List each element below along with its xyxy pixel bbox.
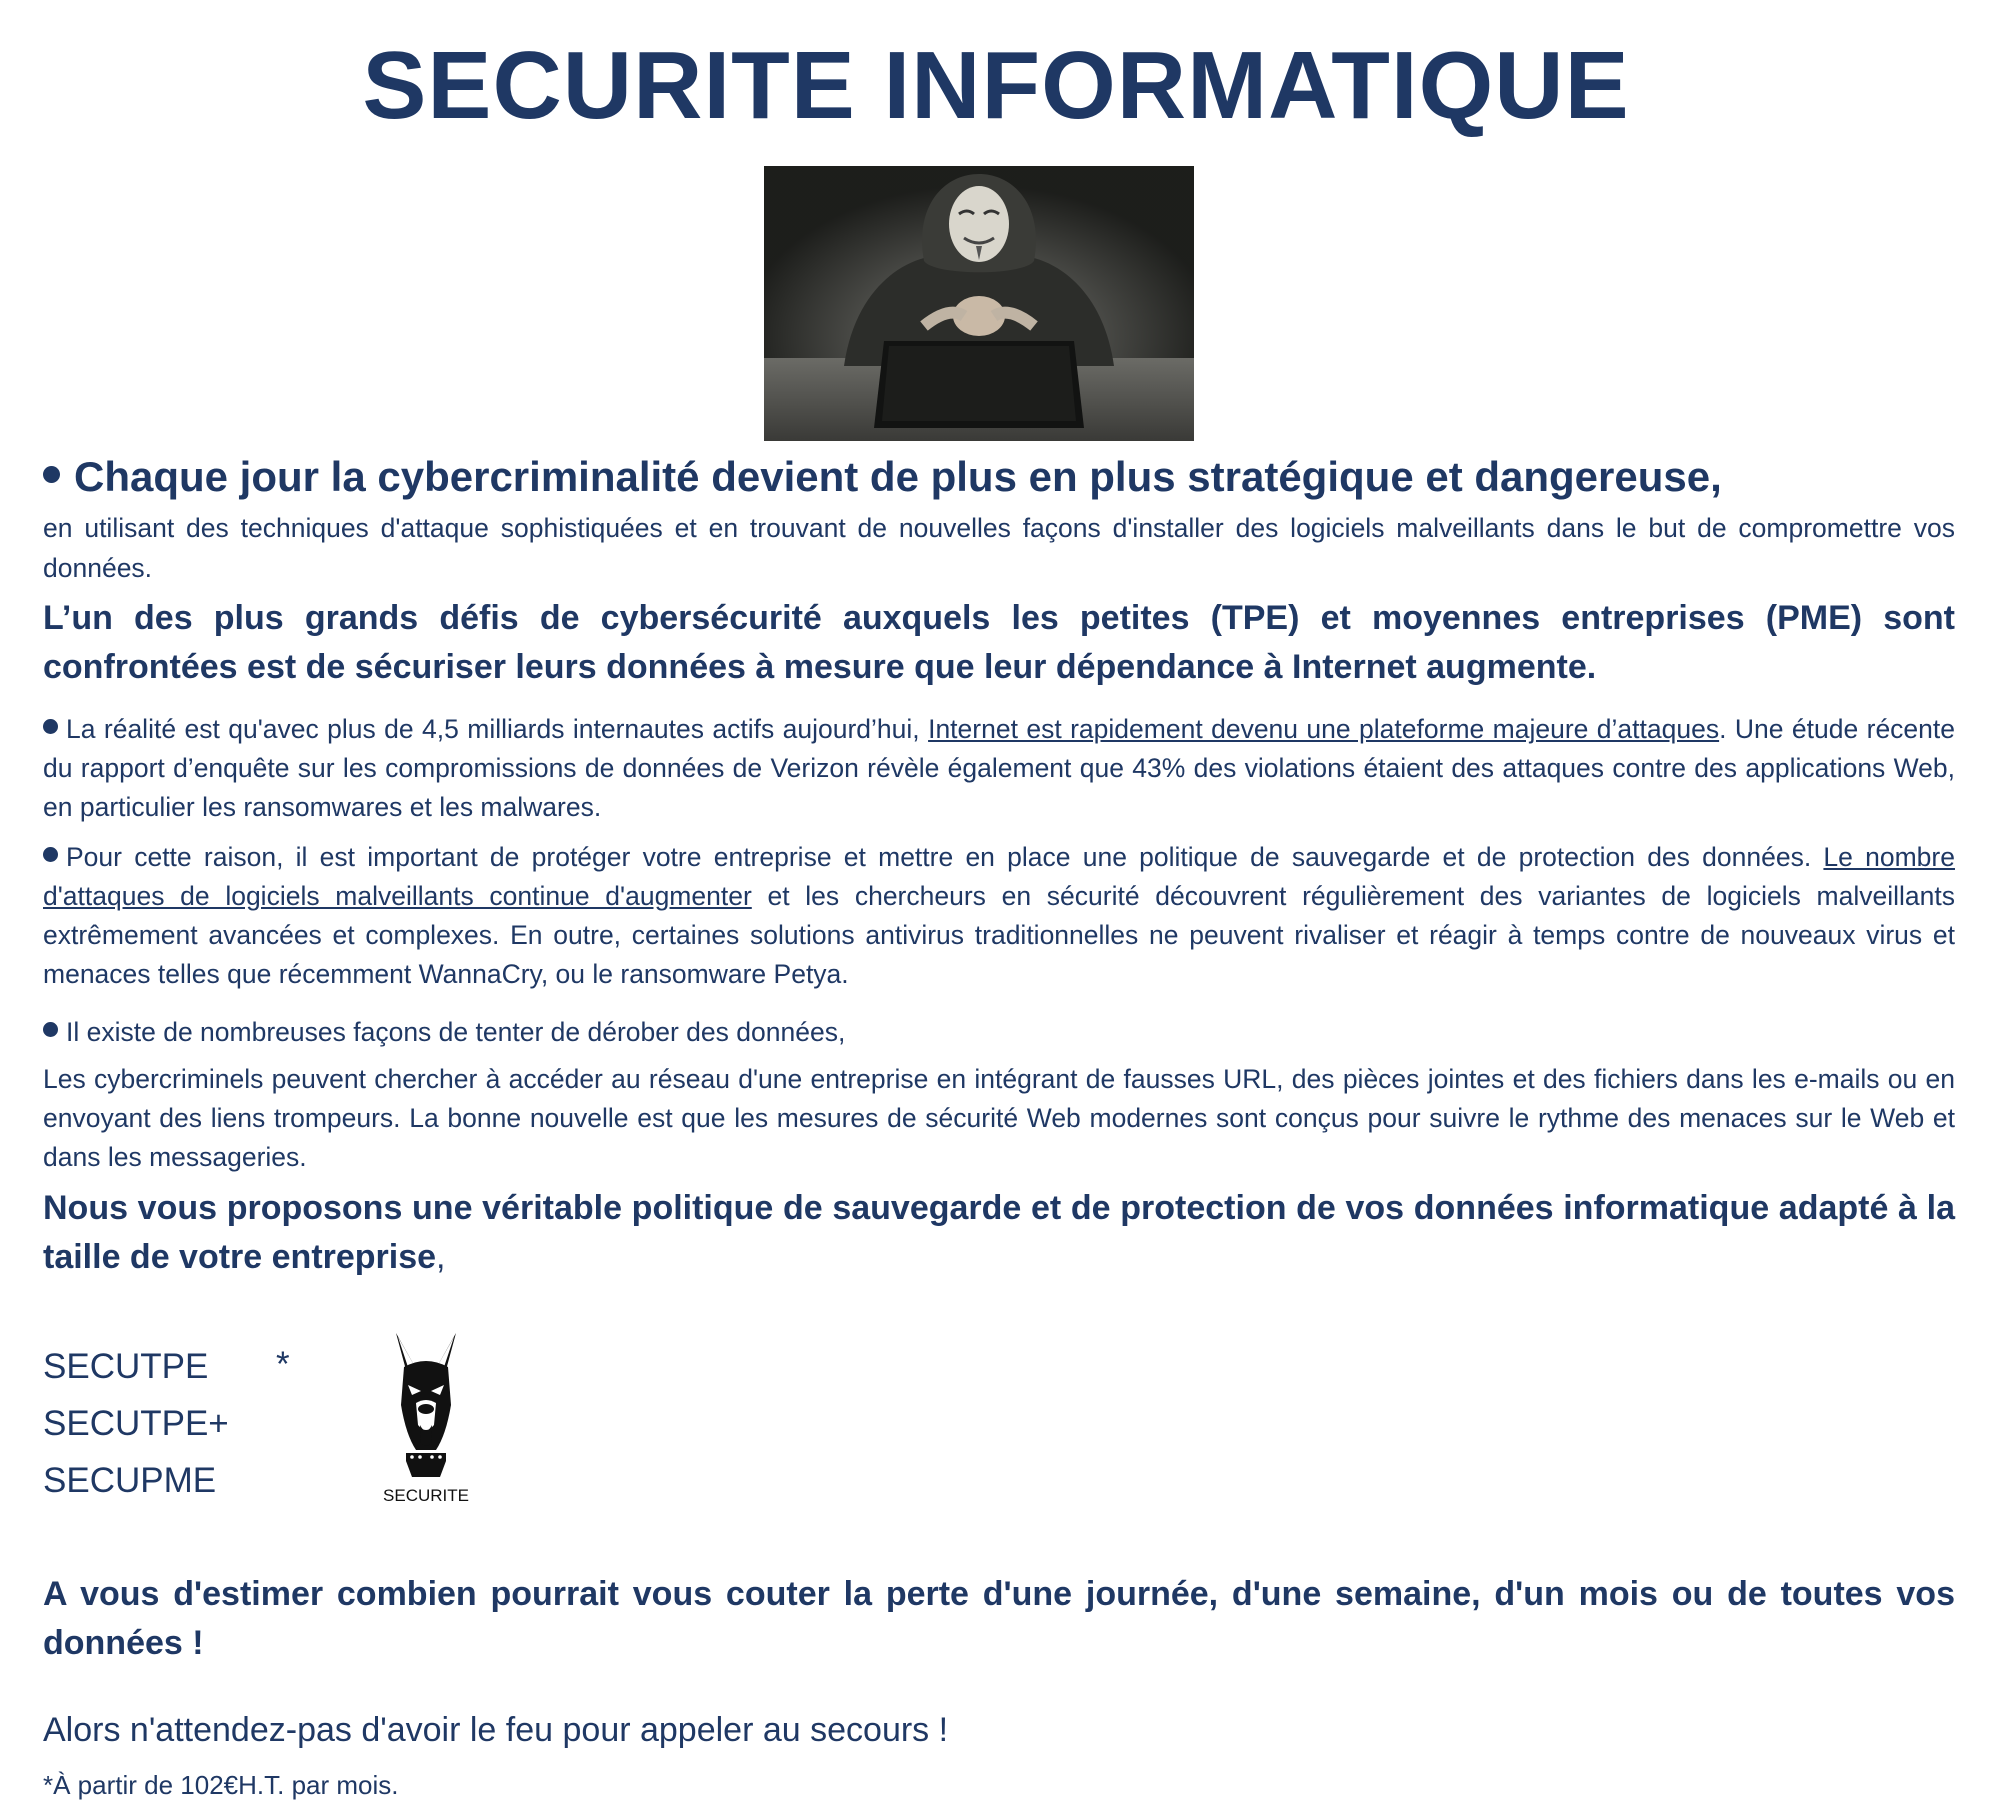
paragraph-protection: Pour cette raison, il est important de protéger votre entreprise et mettre en place une politique de sauvegarde et de protection des données. Le nombre d'attaques de logiciels malveillants continue d'augmenter et les chercheurs en sécurité découvrent régulièrement des variantes de logiciels malveillants extrêmement avancées et complexes. En outre, certaines solutions antivirus traditionnelles ne peuvent rivaliser et réagir à temps contre de nouveaux virus et menaces telles que récemment WannaCry, ou le ransomware Petya. bbox=[43, 842, 1955, 989]
paragraph-theft: Il existe de nombreuses façons de tenter de dérober des données, bbox=[43, 1013, 1955, 1052]
bullet-icon bbox=[43, 1022, 58, 1037]
logo-label: SECURITE bbox=[383, 1486, 469, 1505]
doberman-logo-icon bbox=[376, 1325, 476, 1513]
price-footnote: *À partir de 102€H.T. par mois. bbox=[43, 1770, 399, 1800]
appeal-text: Alors n'attendez-pas d'avoir le feu pour appeler au secours ! bbox=[43, 1711, 949, 1749]
offer-secutpe: SECUTPE bbox=[43, 1347, 209, 1386]
headline: Chaque jour la cybercriminalité devient de plus en plus stratégique et dangereuse, bbox=[43, 452, 1955, 502]
bullet-icon bbox=[43, 719, 58, 734]
paragraph-cybercriminals: Les cybercriminels peuvent chercher à accéder au réseau d'une entreprise en intégrant de fausses URL, des pièces jointes et des fichiers dans les e-mails ou en envoyant des liens trompeurs. La bonne nouvelle est que les mesures de sécurité Web modernes sont conçus pour suivre le rythme des menaces sur le Web et dans les messageries. bbox=[43, 1064, 1955, 1172]
paragraph-internet: La réalité est qu'avec plus de 4,5 milliards internautes actifs aujourd’hui, Internet est rapidement devenu une plateforme majeure d’attaques. Une étude récente du rapport d’enquête sur les compromissions de données de Verizon révèle également que 43% des violations étaient des attaques contre des applications Web, en particulier les ransomwares et les malwares. bbox=[43, 714, 1956, 822]
challenge-heading: L’un des plus grands défis de cybersécurité auxquels les petites (TPE) et moyennes entreprises (PME) sont confrontées est de sécuriser leurs données à mesure que leur dépendance à Internet augmente. bbox=[43, 599, 1955, 686]
hacker-photo bbox=[764, 166, 1194, 441]
proposal-heading: Nous vous proposons une véritable politique de sauvegarde et de protection de vos données informatique adapté à la taille de votre entreprise, bbox=[43, 1189, 1955, 1276]
offer-secutpe-plus: SECUTPE+ bbox=[43, 1404, 229, 1443]
page-title: SECURITE INFORMATIQUE bbox=[362, 32, 1630, 139]
bullet-icon bbox=[43, 466, 60, 483]
estimate-heading: A vous d'estimer combien pourrait vous couter la perte d'une journée, d'une semaine, d'un mois ou de toutes vos données ! bbox=[43, 1575, 1955, 1662]
offer-asterisk: * bbox=[276, 1345, 290, 1384]
offer-secupme: SECUPME bbox=[43, 1461, 217, 1500]
bullet-icon bbox=[43, 847, 58, 862]
intro-text: en utilisant des techniques d'attaque sophistiquées et en trouvant de nouvelles façons d'installer des logiciels malveillants dans le but de compromettre vos données. bbox=[43, 513, 1955, 583]
